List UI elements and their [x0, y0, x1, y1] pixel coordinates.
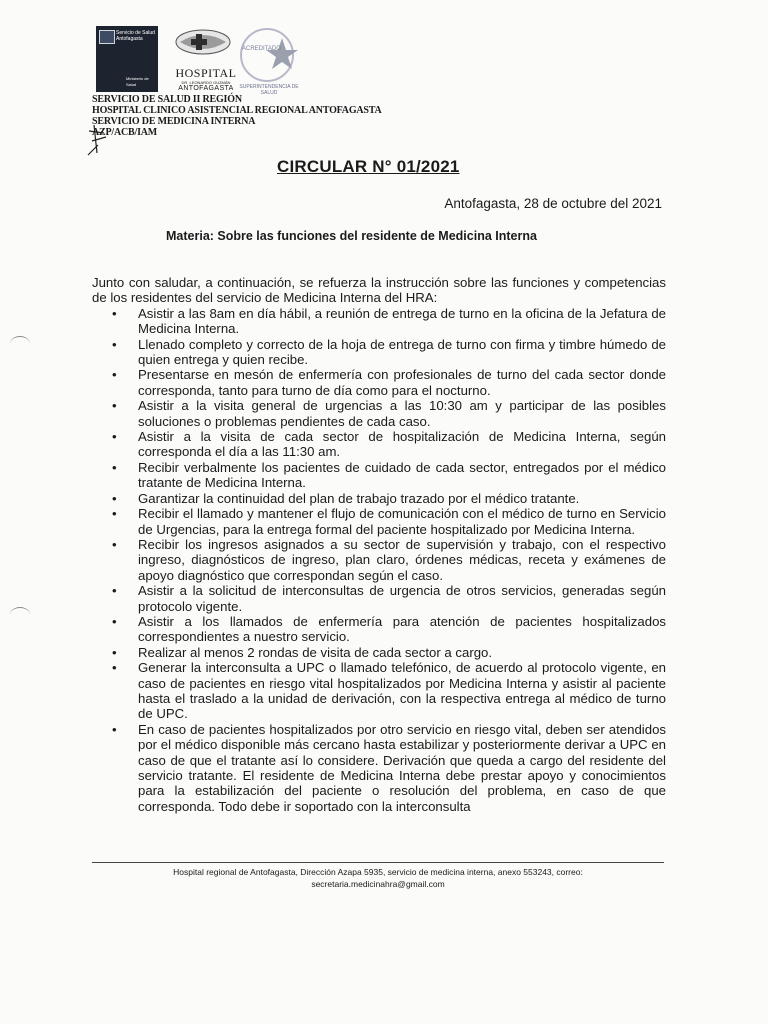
list-item: • Recibir los ingresos asignados a su sector de supervisión y trabajo, con el respectivo ingreso, diagnósticos de ingreso, plan claro, órdenes médicas, receta y exámenes de apoyo diagnóstico que correspondan según el caso. [112, 536, 666, 583]
list-item: • Llenado completo y correcto de la hoja de entrega de turno con firma y timbre húmedo de quien entrega y quien recibe. [112, 336, 666, 368]
bullet: • [112, 660, 117, 676]
hospital-sub: DR. LEONARDO GUZMÁN [181, 80, 231, 85]
header-line: HOSPITAL CLINICO ASISTENCIAL REGIONAL ANTOFAGASTA [92, 105, 382, 116]
bullet: • [112, 459, 117, 475]
bullet: • [112, 613, 117, 629]
list-item: • Garantizar la continuidad del plan de trabajo trazado por el médico tratante. [112, 490, 580, 506]
footer-address: Hospital regional de Antofagasta, Dirección Azapa 5935, servicio de medicina interna, anexo 553243, correo: [173, 867, 583, 877]
page-footer [92, 866, 664, 890]
hospital-city: ANTOFAGASTA [178, 85, 234, 92]
bullet: • [112, 583, 117, 599]
chile-flag-icon [99, 30, 115, 44]
bullet: • [112, 367, 117, 383]
bullet: • [112, 506, 117, 522]
header-line: AZP/ACB/IAM [92, 127, 158, 138]
ministry-sub: Salud [126, 82, 137, 87]
list-item: • Recibir el llamado y mantener el flujo de comunicación con el médico de turno en Servicio de Urgencias, para la entrega formal del paciente hospitalizado por Medicina Interna. [112, 506, 666, 537]
footer-divider [92, 862, 664, 863]
list-item: • Recibir verbalmente los pacientes de cuidado de cada sector, entregados por el médico tratante de Medicina Interna. [112, 459, 666, 491]
bullet: • [112, 490, 117, 506]
document-date: Antofagasta, 28 de octubre del 2021 [444, 196, 662, 211]
list-item: • Realizar al menos 2 rondas de visita de cada sector a cargo. [112, 644, 493, 660]
hospital-logo [170, 28, 242, 92]
list-item: • Asistir a la visita de cada sector de hospitalización de Medicina Interna, según corresponda el día a las 11:30 am. [112, 429, 666, 460]
handwritten-initials [86, 123, 110, 157]
bullet: • [112, 429, 117, 445]
punch-hole-mark [10, 607, 30, 622]
hospital-emblem-icon [174, 28, 232, 56]
ministry-text: Servicio de Salud [116, 30, 155, 36]
bullet: • [112, 644, 117, 660]
footer-email: secretaria.medicinahra@gmail.com [311, 879, 445, 889]
bullet: • [112, 305, 117, 321]
bullet: • [112, 536, 117, 552]
accreditation-star-icon [236, 26, 302, 84]
accreditation-seal [236, 26, 302, 96]
list-item: • Asistir a las 8am en día hábil, a reunión de entrega de turno en la oficina de la Jefatura de Medicina Interna. [112, 305, 666, 337]
intro-paragraph: Junto con saludar, a continuación, se refuerza la instrucción sobre las funciones y competencias de los residentes del servicio de Medicina Interna del HRA: [92, 275, 666, 306]
acred-sub: SUPERINTENDENCIA DE SALUD [239, 84, 299, 96]
ministry-sub: Ministerio de [126, 76, 149, 81]
list-item: • Asistir a los llamados de enfermería para atención de pacientes hospitalizados correspondientes a nuestro servicio. [112, 613, 666, 645]
list-item: • En caso de pacientes hospitalizados por otro servicio en riesgo vital, deben ser atendidos por el médico disponible más cercano hasta estabilizar y posteriormente derivar a UPC en caso de que el tratante así lo considere. Derivación que queda a cargo del residente del servicio tratante. El residente de Medicina Interna debe prestar apoyo y conocimientos para la estabilización del paciente o resolución del problema, en caso de que corresponda. Todo debe ir soportado con la interconsulta [112, 721, 666, 814]
document-body [92, 275, 666, 814]
document-title: CIRCULAR N° 01/2021 [277, 157, 460, 176]
acred-label: ACREDITADO [242, 46, 281, 52]
bullet: • [112, 721, 117, 737]
list-item: • Presentarse en mesón de enfermería con profesionales de turno del cada sector donde corresponda, tanto para turno de día como para el nocturno. [112, 367, 666, 398]
institution-header [92, 94, 382, 138]
ministry-text: Antofagasta [116, 36, 143, 42]
document-subject: Materia: Sobre las funciones del residente de Medicina Interna [166, 229, 537, 243]
bullet: • [112, 336, 117, 352]
list-item: • Generar la interconsulta a UPC o llamado telefónico, de acuerdo al protocolo vigente, en caso de pacientes en riesgo vital hospitalizados por Medicina Interna y asistir al paciente hasta el traslado a la unidad de derivación, con la respectiva entrega al médico de turno de UPC. [112, 660, 666, 722]
punch-hole-mark [10, 336, 30, 351]
list-item: • Asistir a la solicitud de interconsultas de urgencia de otros servicios, generadas según protocolo vigente. [112, 583, 666, 614]
ministry-logo [96, 26, 158, 92]
bullet: • [112, 398, 117, 414]
duties-list [92, 306, 666, 814]
header-line: SERVICIO DE SALUD II REGIÓN [92, 94, 242, 105]
list-item: • Asistir a la visita general de urgencias a las 10:30 am y participar de las posibles soluciones o problemas pendientes de cada caso. [112, 398, 666, 429]
header-line: SERVICIO DE MEDICINA INTERNA [92, 116, 256, 127]
hospital-name: HOSPITAL [175, 66, 237, 80]
